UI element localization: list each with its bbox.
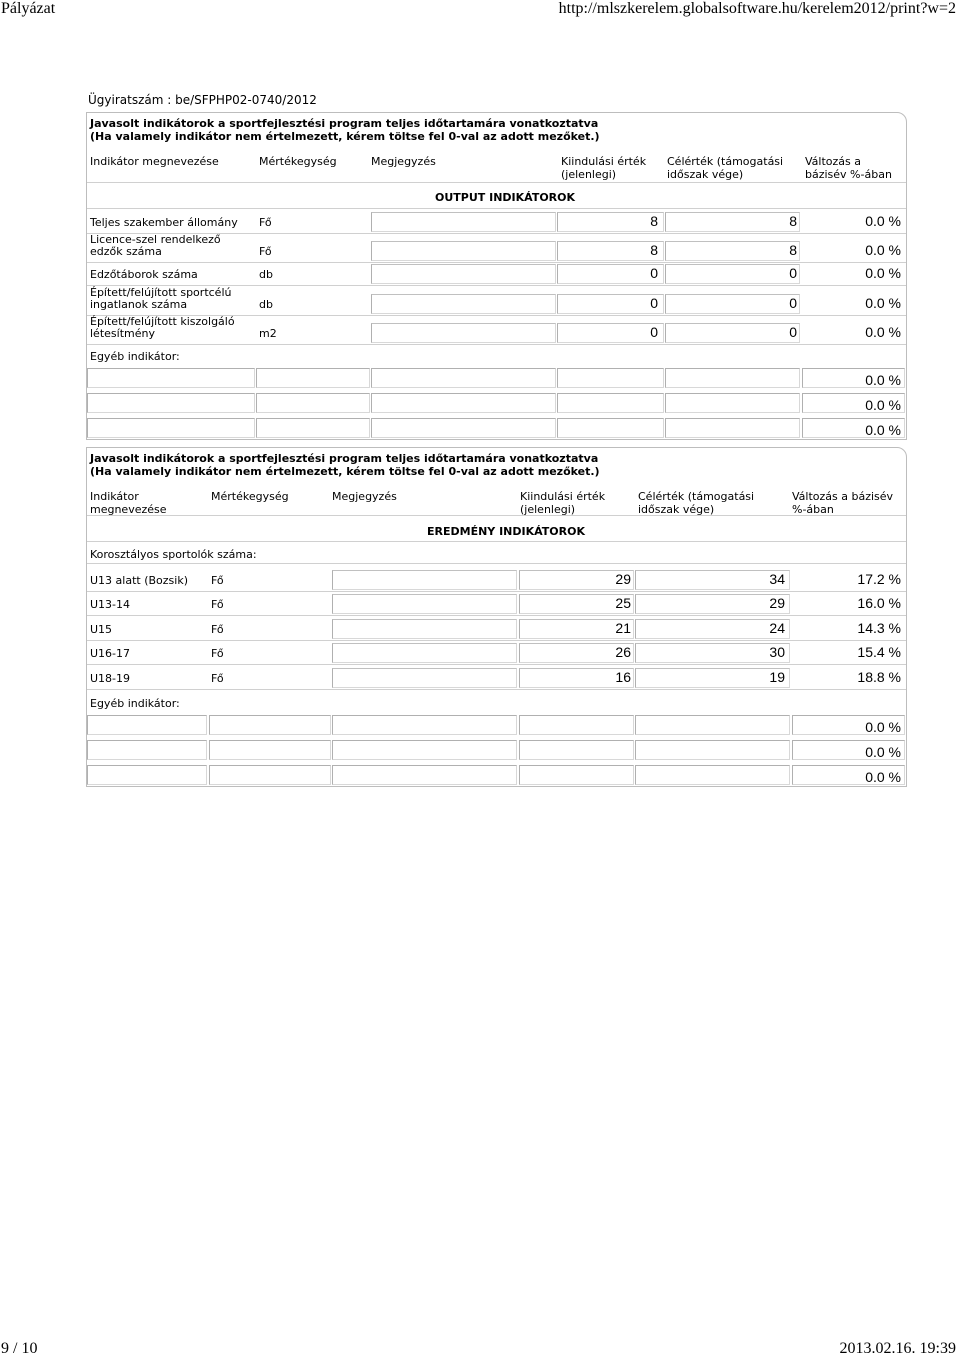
output-row-0-change: 0.0 %: [865, 213, 901, 229]
result-other-0-field-2[interactable]: [332, 715, 517, 735]
output-row-2-change: 0.0 %: [865, 265, 901, 281]
output-row-4-unit: m2: [259, 327, 277, 340]
result-row-2-target: 24: [769, 620, 785, 636]
result-row-0-unit: Fő: [211, 574, 224, 587]
output-row-1-unit: Fő: [259, 245, 272, 258]
output-row-0-target: 8: [789, 213, 797, 229]
result-row-1-name: U13-14: [90, 598, 131, 611]
output-row-1-change: 0.0 %: [865, 242, 901, 258]
result-row-3-change: 15.4 %: [857, 644, 901, 660]
output-other-0-field-1[interactable]: [256, 368, 370, 388]
output-row-1-name: Licence-szel rendelkező edzők száma: [90, 233, 221, 258]
output-section-divider: [87, 208, 906, 209]
result-row-1-divider: [87, 615, 906, 616]
output-row-3-unit: db: [259, 298, 273, 311]
output-other-1-change: 0.0 %: [865, 397, 901, 413]
output-row-4-divider: [87, 344, 906, 345]
output-col-header-4: Célérték (támogatási időszak vége): [667, 155, 784, 181]
result-row-0-field-0[interactable]: [332, 570, 517, 590]
output-col-header-5: Változás a bázisév %-ában: [805, 155, 892, 181]
result-section-title: EREDMÉNY INDIKÁTOROK: [427, 525, 585, 538]
result-other-label: Egyéb indikátor:: [90, 697, 180, 710]
result-col-header-2: Megjegyzés: [332, 490, 397, 503]
output-row-4-change: 0.0 %: [865, 324, 901, 340]
result-other-2-field-3[interactable]: [519, 765, 634, 785]
output-row-0-field-0[interactable]: [371, 212, 556, 232]
output-other-2-field-4[interactable]: [665, 418, 800, 438]
output-row-0-unit: Fő: [259, 216, 272, 229]
output-row-3-name: Épített/felújított sportcélú ingatlanok száma: [90, 286, 232, 311]
output-other-2-field-3[interactable]: [557, 418, 664, 438]
result-other-0-field-3[interactable]: [519, 715, 634, 735]
result-other-2-field-4[interactable]: [635, 765, 790, 785]
result-other-0-field-0[interactable]: [87, 715, 207, 735]
result-other-2-change: 0.0 %: [865, 769, 901, 785]
output-row-2-field-0[interactable]: [371, 264, 556, 284]
result-row-0-change: 17.2 %: [857, 571, 901, 587]
document-id: Ügyiratszám : be/SFPHP02-0740/2012: [88, 93, 317, 107]
result-row-2-unit: Fő: [211, 623, 224, 636]
page-footer-pagenum: 9 / 10: [1, 1340, 38, 1357]
result-other-0-field-1[interactable]: [209, 715, 331, 735]
output-row-1-field-0[interactable]: [371, 241, 556, 261]
result-row-1-target: 29: [769, 595, 785, 611]
result-row-3-target: 30: [769, 644, 785, 660]
output-row-3-change: 0.0 %: [865, 295, 901, 311]
result-other-0-change: 0.0 %: [865, 719, 901, 735]
output-title: Javasolt indikátorok a sportfejlesztési program teljes időtartamára vonatkoztatva (Ha valamely indikátor nem értelmezett, kérem töltse fel 0-val az adott mezőket.): [90, 117, 600, 143]
result-indicators-panel: [86, 447, 907, 787]
result-col-header-3: Kiindulási érték (jelenlegi): [520, 490, 606, 516]
output-col-header-3: Kiindulási érték (jelenlegi): [561, 155, 647, 181]
result-row-4-target: 19: [769, 669, 785, 685]
output-row-2-start: 0: [650, 265, 658, 281]
result-row-3-unit: Fő: [211, 647, 224, 660]
result-row-2-divider: [87, 640, 906, 641]
output-row-2-target: 0: [789, 265, 797, 281]
output-other-1-field-1[interactable]: [256, 393, 370, 413]
result-row-1-field-0[interactable]: [332, 594, 517, 614]
output-other-0-field-4[interactable]: [665, 368, 800, 388]
result-row-1-start: 25: [615, 595, 631, 611]
result-col-header-1: Mértékegység: [211, 490, 289, 503]
result-other-1-field-3[interactable]: [519, 740, 634, 760]
result-col-header-4: Célérték (támogatási időszak vége): [638, 490, 755, 516]
output-row-2-unit: db: [259, 268, 273, 281]
result-row-4-unit: Fő: [211, 672, 224, 685]
output-other-2-field-1[interactable]: [256, 418, 370, 438]
result-header-divider: [87, 515, 906, 516]
output-col-header-2: Megjegyzés: [371, 155, 436, 168]
output-row-2-name: Edzőtáborok száma: [90, 268, 198, 281]
output-other-0-field-2[interactable]: [371, 368, 556, 388]
output-section-title: OUTPUT INDIKÁTOROK: [435, 191, 576, 204]
output-other-2-field-0[interactable]: [87, 418, 255, 438]
result-other-2-field-0[interactable]: [87, 765, 207, 785]
output-row-3-field-0[interactable]: [371, 294, 556, 314]
result-title: Javasolt indikátorok a sportfejlesztési program teljes időtartamára vonatkoztatva (Ha valamely indikátor nem értelmezett, kérem töltse fel 0-val az adott mezőket.): [90, 452, 600, 478]
page-footer-timestamp: 2013.02.16. 19:39: [839, 1340, 956, 1357]
result-other-2-field-2[interactable]: [332, 765, 517, 785]
result-row-4-change: 18.8 %: [857, 669, 901, 685]
output-row-1-target: 8: [789, 242, 797, 258]
result-row-0-divider: [87, 591, 906, 592]
output-row-3-start: 0: [650, 295, 658, 311]
output-other-1-field-3[interactable]: [557, 393, 664, 413]
result-row-3-field-0[interactable]: [332, 643, 517, 663]
result-row-2-field-0[interactable]: [332, 619, 517, 639]
result-row-0-name: U13 alatt (Bozsik): [90, 574, 188, 587]
result-col-header-5: Változás a bázisév %-ában: [792, 490, 894, 516]
output-row-4-start: 0: [650, 324, 658, 340]
result-row-2-name: U15: [90, 623, 113, 636]
output-row-0-start: 8: [650, 213, 658, 229]
output-row-4-field-0[interactable]: [371, 323, 556, 343]
result-other-1-field-1[interactable]: [209, 740, 331, 760]
output-other-0-field-0[interactable]: [87, 368, 255, 388]
output-indicators-panel: [86, 112, 907, 440]
output-other-0-field-3[interactable]: [557, 368, 664, 388]
result-row-1-change: 16.0 %: [857, 595, 901, 611]
result-other-1-field-2[interactable]: [332, 740, 517, 760]
result-section-divider: [87, 541, 906, 542]
result-row-3-name: U16-17: [90, 647, 131, 660]
output-other-1-field-2[interactable]: [371, 393, 556, 413]
result-row-4-divider: [87, 689, 906, 690]
result-other-1-field-0[interactable]: [87, 740, 207, 760]
output-other-1-field-4[interactable]: [665, 393, 800, 413]
result-group-label: Korosztályos sportolók száma:: [90, 548, 257, 561]
output-row-4-target: 0: [789, 324, 797, 340]
result-row-4-name: U18-19: [90, 672, 131, 685]
result-row-3-divider: [87, 664, 906, 665]
result-row-2-change: 14.3 %: [857, 620, 901, 636]
result-other-2-field-1[interactable]: [209, 765, 331, 785]
result-row-3-start: 26: [615, 644, 631, 660]
output-other-1-field-0[interactable]: [87, 393, 255, 413]
result-group-divider: [87, 563, 906, 564]
output-other-label: Egyéb indikátor:: [90, 350, 180, 363]
result-row-2-start: 21: [615, 620, 631, 636]
output-other-0-change: 0.0 %: [865, 372, 901, 388]
output-row-0-name: Teljes szakember állomány: [90, 216, 238, 229]
result-row-4-field-0[interactable]: [332, 668, 517, 688]
output-header-divider: [87, 182, 906, 183]
page-header-url: http://mlszkerelem.globalsoftware.hu/kerelem2012/print?w=2: [558, 0, 956, 17]
result-col-header-0: Indikátor megnevezése: [90, 490, 167, 516]
page-header-title: Pályázat: [1, 0, 56, 17]
output-other-2-change: 0.0 %: [865, 422, 901, 438]
output-row-4-name: Épített/felújított kiszolgáló létesítmény: [90, 315, 235, 340]
result-row-0-target: 34: [769, 571, 785, 587]
result-row-1-unit: Fő: [211, 598, 224, 611]
output-row-3-target: 0: [789, 295, 797, 311]
output-col-header-1: Mértékegység: [259, 155, 337, 168]
result-other-1-field-4[interactable]: [635, 740, 790, 760]
result-other-1-change: 0.0 %: [865, 744, 901, 760]
output-other-2-field-2[interactable]: [371, 418, 556, 438]
output-col-header-0: Indikátor megnevezése: [90, 155, 219, 168]
result-other-0-field-4[interactable]: [635, 715, 790, 735]
result-row-4-start: 16: [615, 669, 631, 685]
result-row-0-start: 29: [615, 571, 631, 587]
output-row-1-start: 8: [650, 242, 658, 258]
output-row-1-divider: [87, 262, 906, 263]
